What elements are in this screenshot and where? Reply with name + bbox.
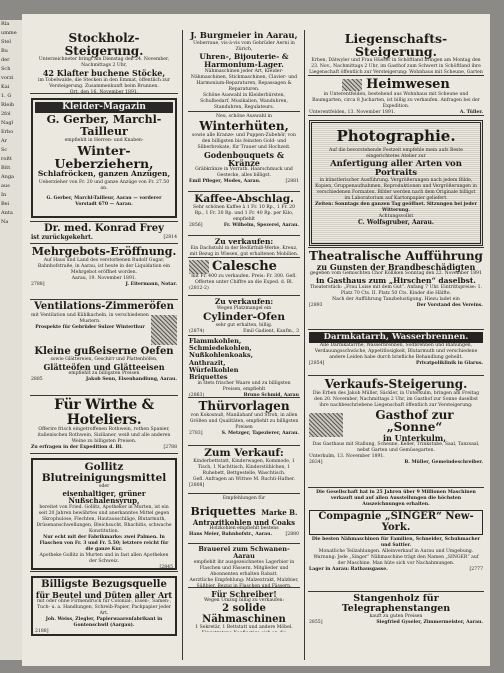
- ad-body: mit Ventilation und Kühlkacheln, in verschiedenen Mustern.: [31, 312, 149, 324]
- ad-signature: C. Wolfsgruber, Aarau.: [357, 218, 434, 226]
- ad-body: Holzkohlen empfiehlt bestens: [209, 526, 279, 532]
- inn-illustration: [309, 413, 343, 437]
- ad-item: Schmiedekohlen,: [189, 344, 252, 353]
- ad-body: in Unterentfelden, bestehend aus Wohnhaus mit Scheune und Baumgarten, circa 8 Jucharten, ist billig zu verkaufen. Anfragen bei der Expedition.: [312, 91, 480, 109]
- adjacent-page-fragment: Sc: [1, 147, 8, 153]
- ad-number: 2885: [31, 377, 43, 383]
- ad-signature: B. Müller, Gemeindeschreiber.: [404, 460, 483, 466]
- ad-main: für Beutel und Düten aller Art: [35, 589, 173, 600]
- stove-illustration: [151, 315, 177, 345]
- ad-note: Ueberzieher von Fr. 20 und ganze Anzüge von Fr. 27.50 an.: [38, 179, 170, 191]
- ad-subtitle: oder: [98, 484, 110, 490]
- ad-signature: Hans Meier, Bahnhofstr., Aarau.: [189, 532, 273, 538]
- adjacent-page-fragment: roßt: [1, 156, 12, 162]
- ad-flammkohlen: [188, 336, 300, 398]
- ad-number: (2874): [189, 328, 205, 334]
- ad-note: Warnung: Jede „Singer“ Nähmaschine trägt den Namen „SINGER“ auf der Maschine. Man hüte sich vor Nachahmungen.: [313, 555, 479, 566]
- ad-wirthe: [30, 396, 178, 454]
- ad-body: Nähmaschinen jeder Art, Kleider-Nähmaschinen, Stickmaschinen, Clavier- und Harmonium-Reparaturen, Repassagen & Reparaturen.: [190, 68, 298, 92]
- adjacent-page-fragment: Rla: [1, 21, 10, 27]
- adjacent-page-fragment: Sch: [1, 66, 11, 72]
- ad-body: Alle Darmkatarrhe, Wasserbrennen, Sodbrennen und Blähungen, Verdauungsschwäche, Appetitlosigkeit, Blutarmuth und verschiedene andere Leiden habe durch briefliche Behandlung geheilt.: [314, 342, 478, 360]
- ad-signature: Apotheke Gollitz in Murten und in fast allen Apotheken der Schweiz.: [39, 552, 169, 564]
- adjacent-page-fragment: Anga: [1, 174, 15, 180]
- column-rule: [182, 30, 183, 660]
- ad-title: Brauerei zum Schwanen-Aarau: [198, 545, 290, 560]
- ad-title: Zu verkaufen:: [214, 297, 274, 306]
- ad-body: empfiehlt zu billigsten Preisen: [68, 371, 140, 377]
- ad-number: [2881: [285, 179, 299, 185]
- ad-date: Unterkulm, 13. November 1891.: [309, 454, 385, 460]
- ad-subtitle: in Unterkulm,: [382, 432, 447, 443]
- ad-body: sowie Glättereien, Geschirr und Plattenhöfen,: [50, 357, 158, 362]
- ad-note: Schöne Auswahl in Kleiderbürsten, Schulbedarf, Musikalien, Wanduhren, Standuhren, Regulateurs.: [200, 92, 288, 110]
- ad-body: Die Gesellschaft hat in 25 Jahren über 9 Millionen Maschinen verkauft und auf allen Ausstellungen die höchsten Auszeichnungen erhalten.: [316, 490, 476, 507]
- ad-signature: Emil Pfleger, Modes, Aarau.: [189, 179, 261, 185]
- ad-note: Aerztliche Empfehlung: Malzextrakt, Malzbier, Süßbier. Bezug in Flaschen und Fässern.: [189, 577, 299, 588]
- ad-number: [2845: [159, 564, 173, 570]
- ad-subtitle: Prospekte für Gebrüder Sulzer Winterthur: [35, 324, 145, 330]
- ad-brauerei: [188, 544, 300, 588]
- ad-title: Mehrgebots-Eröffnung.: [31, 245, 177, 258]
- house-illustration: [342, 79, 362, 91]
- ad-photographie: [308, 116, 484, 248]
- ad-liegenschaft: [308, 30, 484, 76]
- ad-frey: [30, 222, 178, 244]
- ad-body: mit oder ohne Firmendruck für Colonial-, Eisen-, Samen-, Tuch- u. a. Handlungen, Schreib-Papier, Packpapier jeder Art.: [36, 598, 172, 616]
- ad-main: Winter-Ueberziehern,: [54, 142, 154, 171]
- ad-main: Godenbouquets & Kränze: [203, 149, 285, 168]
- ad-note: Nach der Aufführung Tanzbelustigung. Hiezu ladet ein: [332, 296, 460, 302]
- ad-number: 2856]: [189, 223, 203, 229]
- adjacent-page-fragment: 1. G: [1, 93, 12, 99]
- ad-main: Cylinder-Ofen: [203, 310, 285, 323]
- ad-head: J. Burgmeier in Aarau,: [190, 31, 298, 41]
- ad-title: Thürvorlagen: [198, 399, 290, 413]
- ad-lead: Achtungsvollst: [378, 213, 414, 219]
- ad-theater: [308, 248, 484, 330]
- ad-item: Briquettes: [189, 373, 228, 382]
- ad-verkaufs-steigerung: [308, 376, 484, 488]
- column-rule: [304, 30, 305, 660]
- column-left: [30, 30, 178, 662]
- ad-date: Unterentfelden, 13. November 1891.: [309, 109, 396, 115]
- ad-subtitle: Ueberraue, vis-à-vis vom Gebrüder Aerni in Zürich,: [193, 40, 295, 52]
- ad-number: (2863): [189, 393, 205, 398]
- ad-body: von Kokosnuß, Manilahanf und Stroh, in allen Größen und Qualitäten, empfiehlt zu billigsten Preisen: [189, 412, 299, 430]
- ad-body: gegeben vom Gemischten Chor Kölliken Sonntag den 22. November 1891: [309, 270, 483, 276]
- ad-body: Die Erben des Jakob Müller, Säckler, in Unterkulm, bringen am Freitag den 20. November, Nachmittags 2 Uhr, im Gasthof zur Sonne daselbst ihre nachbeschriebene Liegenschaft öffentlich zur Versteigerung:: [312, 390, 480, 408]
- ad-kaffee: [188, 192, 300, 236]
- ad-signature: S. Metzger, Tapezierer, Aarau.: [221, 430, 299, 436]
- ad-body: bereitet von Fried. Gollitz, Apotheker in Murten, ist ein seit 20 Jahren bewährtes und anerkanntes Mittel gegen Skrophulose, Flechten, Hautausschläge, Blutarmuth, Drüsenanschwellungen, Bleichsucht, Rhachitis, schwache Konstitution.: [36, 504, 172, 534]
- ad-title: Zum Verkauf:: [204, 447, 284, 459]
- ad-gollitz: [30, 454, 178, 572]
- ad-body: Sehr schönen Kaffee à 1 Fr. 10 Rp., 1 Fr. 20 Rp., 1 Fr. 30 Rp. und 1 Fr. 40 Rp. per Kilo, empfiehlt: [192, 205, 296, 223]
- ad-title: Billigste Bezugsquelle: [41, 579, 167, 590]
- ad-body: Unterzeichneter bringt am Dienstag den 24. November, Nachmittags 2 Uhr,: [38, 57, 170, 69]
- adjacent-page-fragment: Bei: [1, 201, 10, 207]
- ad-main: Antrazitkohlen und Coaks: [192, 517, 296, 527]
- ad-title: Kaffee-Abschlag.: [194, 193, 294, 205]
- newspaper-page: [22, 14, 490, 666]
- ad-title: Compagnie „SINGER“ New-York.: [309, 510, 483, 535]
- adjacent-page-fragment: Bu: [1, 48, 8, 54]
- ad-number: [2880: [285, 532, 299, 538]
- ad-body: Kinderbettstatt, Kinderwagen, Kommode, 1 Tisch, 1 Nachttisch, Kinderstühlchen, 1 Ruhebett, Bettgestelle, Waschtisch.: [193, 459, 295, 477]
- ad-head: Kleider-Magazin: [35, 102, 173, 113]
- ad-main: Glätteöfen und Glätteeisen: [43, 362, 165, 372]
- adjacent-page-fragment: Rleib: [1, 102, 15, 108]
- ad-body: in stets frischer Waare und zu billigsten Preisen, empfiehlt: [197, 381, 291, 393]
- ad-note: sehr gut erhalten, billig.: [215, 322, 273, 328]
- adjacent-page-fragment: vorzi: [1, 75, 14, 81]
- ad-number: 2834]: [309, 460, 323, 466]
- adjacent-page-fragment: Erbo: [1, 129, 14, 135]
- ad-title: Stangenholz für Telegraphenstangen: [341, 593, 451, 614]
- ad-title: Liegenschafts-Steigerung.: [344, 31, 448, 60]
- adjacent-page-fragment: Na: [1, 219, 9, 225]
- ad-date: Aarau, 19. November 1891.: [71, 275, 137, 281]
- ad-number: 2788]: [31, 281, 45, 287]
- ad-title: Stockholz-Steigerung.: [64, 31, 144, 58]
- ad-body: mit Fr. 400 zu verkaufen. Preis: Fr. 300. Gefl. Offerten unter Chiffre an die Exped. d. Bl.: [191, 274, 297, 285]
- ad-signature: J. Eitermann, Notar.: [125, 281, 177, 287]
- ad-item: Würfelkohlen: [189, 365, 239, 374]
- ad-thurvorlagen: [188, 398, 300, 446]
- ad-body: 1 Sekretär, 1 Bettstatt und andere Möbel.: [195, 625, 293, 631]
- ad-main: Anfertigung aller Arten von Portraits: [330, 158, 462, 178]
- ad-body: empfiehlt ihr ausgezeichnetes Lagerbier in Flaschen und Fässern. Mitglieder und Abonnenten erhalten Rabatt.: [193, 559, 295, 577]
- ad-stangenholz: [308, 592, 484, 628]
- ad-number: 2855]: [309, 619, 323, 625]
- ad-gerber: [30, 94, 178, 222]
- ad-stockholz: [30, 30, 178, 94]
- ad-note: Zeiten: Sonntags den ganzen Tag geöffnet. Sitzungen bei jeder Witterung.: [315, 201, 477, 213]
- ad-body: sowie alle Kranze- und Puppen-Zubehör, von den billigsten bis feinsten Gold- und Silberbrokate, für Trauer und Hochzeit.: [192, 132, 296, 150]
- ad-signature: Bruno Schmid, Aarau: [243, 393, 299, 398]
- ad-lead: Empfehlungen für: [222, 496, 266, 501]
- ad-signature: Fr. Wilhelm, Spezerei, Aarau.: [223, 223, 299, 229]
- ad-number: [2808]: [189, 483, 205, 489]
- ad-lead: Neu, schöne Auswahl in: [215, 114, 273, 119]
- ad-subtitle: Marke B.: [261, 508, 298, 517]
- ad-verkaufen-1: [188, 236, 300, 258]
- ad-signature: Siegfried Gyseler, Zimmermeister, Aarau.: [376, 619, 483, 625]
- carriage-illustration: [189, 260, 209, 274]
- ad-schreiber: [188, 588, 300, 632]
- ad-title: Ventilations-Zimmeröfen: [34, 301, 174, 312]
- ad-title: Verkaufs-Steigerung.: [324, 377, 468, 391]
- ad-main: Die besten Nähmaschinen für Familien, Schneider, Schuhmacher und Sattler.: [311, 537, 481, 548]
- ad-ventilation: [30, 300, 178, 396]
- ad-subtitle: empfiehlt in Herren- und Knaben-: [64, 137, 144, 143]
- ad-title: Winterhüten,: [199, 119, 289, 133]
- ad-number: 2783]: [189, 430, 203, 436]
- ad-number: [2893: [309, 302, 323, 308]
- ad-body: Auf Haus und Land des verstorbenen Rudolf Gugar, Bahnhofstraße, in Aarau, ist heute in der Liquidation ein Mehrgebot eröffnet worden.: [37, 257, 171, 275]
- ad-winterhuten: [188, 112, 300, 192]
- ad-item: Flammkohlen,: [189, 337, 242, 345]
- column-middle: [188, 30, 300, 662]
- ad-note: Nur echt mit der Fabrikmarke: zwei Palmen. In Flaschen von Fr. 3 und Fr. 5.50; letztere reicht für die ganze Kur.: [39, 534, 169, 552]
- ad-title: Gollitz Blutreinigungsmittel: [41, 461, 167, 485]
- ad-main: eisenhaltiger, grüner Nußschalensyrup,: [62, 489, 146, 506]
- ad-body: Wegen Platzmangel ein: [216, 305, 272, 311]
- ad-number: 2188]: [35, 628, 49, 634]
- ad-date: Ort, den 16. November 1891.: [69, 89, 139, 94]
- adjacent-page-fragment: Nagl: [1, 120, 14, 126]
- ad-number: [2814: [163, 234, 177, 240]
- ad-verkaufen-2: [188, 296, 300, 336]
- ad-mehrgebots: [30, 244, 178, 300]
- ad-title: Für Schreiber!: [211, 589, 277, 599]
- adjacent-page-fragment: Kai: [1, 84, 10, 90]
- ad-singer: [308, 488, 484, 592]
- ad-signature: Gefl. Anfragen an Wittwe M. Ruchti-Hafner.: [192, 477, 296, 483]
- ad-darmkatarrh: [308, 330, 484, 376]
- ad-body: Erben, Dätwyler und Frau Hüsser in Schöftland bringen am Montag den 23. Nov., Nachmittags 2 Uhr, im Gasthof zum Schwert in Schöftland ihre Liegenschaft öffentlich zur Versteigerung: Wohnhaus mit Scheune, Garten: [309, 58, 483, 76]
- ad-main: Uhren-, Bijouterie- & Harmonium-Lager.: [199, 51, 289, 69]
- ad-signature: Emil Gadient, Kaufm., 3: [243, 328, 299, 334]
- adjacent-page-fragment: Ar: [1, 138, 8, 144]
- ad-body: im Tobelwalde, die Stecken in den Emmat, öffentlich zur Versteigerung. Zusammenkunft beim Brunnen.: [38, 77, 170, 89]
- adjacent-page-fragment: der: [1, 57, 10, 63]
- ad-signature: Zu erfragen in der Expedition d. Bl.: [31, 445, 123, 451]
- ad-body: in künstlerischer Ausführung. Vergrößerungen nach jedem Bilde, Kopien, Gruppenaufnahmen, Reproduktionen und Vergrößerungen in verschiedenen Formaten. Bilder werden nach dem Originale billigst im Laboratorium auf Kartonpapier geliefert.: [315, 177, 477, 201]
- ad-title: Briquettes: [190, 505, 256, 518]
- ad-subtitle: zu Gunsten der Brandbeschädigten: [316, 261, 476, 272]
- ad-number: [2854]: [309, 360, 325, 366]
- ad-number: [2788: [163, 445, 177, 451]
- ad-title: G. Gerber, Marchl-Tailleur: [46, 113, 162, 138]
- ad-body: Gräbkränze in Vorrath. Haarschmuck und Gestecke, alles billigst.: [195, 167, 293, 179]
- ad-main: in Gasthaus zum „Hirschen“ daselbst.: [316, 275, 476, 285]
- ad-main: 2 solide Nähmaschinen: [202, 603, 286, 625]
- ad-title: Heimwesen: [366, 77, 450, 92]
- ad-body: Theaterstück: „Frau Luise mit dem Gut“. Anfang 7 Uhr. Eintrittspreise: 1. Platz 70 Cts. II. Platz 50 Cts. Kinder die Hälfte.: [309, 284, 483, 296]
- adjacent-page-fragment: Anta: [1, 210, 13, 216]
- ad-signature: Privatpoliklinik in Glarus.: [416, 360, 483, 366]
- ad-title: Zu verkaufen:: [214, 237, 274, 246]
- adjacent-page-fragment: Bitt: [1, 165, 11, 171]
- adjacent-page-fragment: 2fol: [1, 111, 11, 117]
- ad-signature: Joh. Weiss, Ziegler, Papierwaarenfabrikant in Gontenschwil (Aargau).: [45, 616, 163, 628]
- ad-main: Gasthof zur „Sonne“: [375, 407, 454, 435]
- ad-signature: [189, 631, 299, 632]
- ad-title: Theatralische Aufführung: [309, 249, 483, 263]
- ad-title: Photographie.: [336, 127, 456, 145]
- ad-billigste: [30, 572, 178, 638]
- ad-body: Wegen Umzug billig zu verkaufen:: [203, 598, 285, 604]
- ad-body: kauft zu guten Preisen: [369, 613, 423, 619]
- adjacent-page-fragment: aus: [1, 183, 10, 189]
- ad-item: Anthrazit,: [189, 358, 226, 367]
- adjacent-page-edge: [0, 20, 22, 660]
- ad-number: (2812-2): [189, 286, 209, 291]
- adjacent-page-fragment: In: [1, 192, 7, 198]
- column-right: [308, 30, 484, 662]
- ad-title: Darmkatarrh, Wasserbrennen.: [309, 332, 483, 343]
- adjacent-page-fragment: Stel: [1, 39, 11, 45]
- ad-number: [2777: [469, 567, 483, 572]
- ad-body: Monatliche Teilzahlungen. Alleinverkauf in Aarau und Umgebung.: [318, 549, 474, 554]
- ad-title: Calesche: [212, 259, 277, 275]
- adjacent-page-fragment: umme: [1, 30, 17, 36]
- ad-body: Offerire frisch eingetroffenen Rothwein, rothen Spanier, italienischen Rothwein, Sizilianer, weiß und alle anderen Weine zu billigsten Preisen.: [37, 427, 171, 445]
- ad-title: Dr. med. Konrad Frey: [44, 223, 164, 234]
- ad-item: 42 Klafter buchene Stöcke,: [42, 68, 166, 79]
- ad-signature: Der Vorstand des Vereins.: [416, 302, 483, 308]
- ad-signature: Lager in Aarau: Rathausgasse.: [309, 567, 388, 572]
- ad-zum-verkauf: [188, 446, 300, 494]
- ad-main: Schlafröcken, ganzen Anzügen,: [37, 168, 171, 178]
- ad-signature: Jakob Senn, Eisenhandlung, Aarau.: [85, 377, 177, 383]
- ad-subtitle: ist zurückgekehrt.: [31, 233, 93, 241]
- ad-body: Das Gasthaus mit Stallung, Scheune, Keller, Trinkstube, Saal, Tanzsaal, nebst Garten und Gemüsegarten.: [312, 442, 480, 454]
- ad-briquettes: [188, 494, 300, 544]
- ad-item: Nußkohlenkoaks,: [189, 351, 253, 360]
- ad-main: Kleine gußeiserne Oefen: [34, 345, 174, 357]
- ad-body: Auf die bevorstehende Festzeit empfehle mein aufs Beste eingerichtetes Atelier zur: [329, 147, 463, 159]
- ad-signature: A. Tüller.: [459, 109, 483, 115]
- ad-burgmeier: [188, 30, 300, 112]
- ad-heimwesen: [308, 76, 484, 116]
- ad-calesche: [188, 258, 300, 296]
- ad-signature: G. Gerber, Marchl-Tailleur, Aarau — vorderer Vorstadt 670 — Aarau.: [46, 195, 162, 207]
- ad-body: Ein Dachstuhl in der Bedürfniß-Werke, Kreuz, mit Bezug in Wiesen, gut erhaltenen Mobilien.: [189, 245, 299, 257]
- ad-title: Für Wirthe & Hoteliers.: [54, 397, 154, 428]
